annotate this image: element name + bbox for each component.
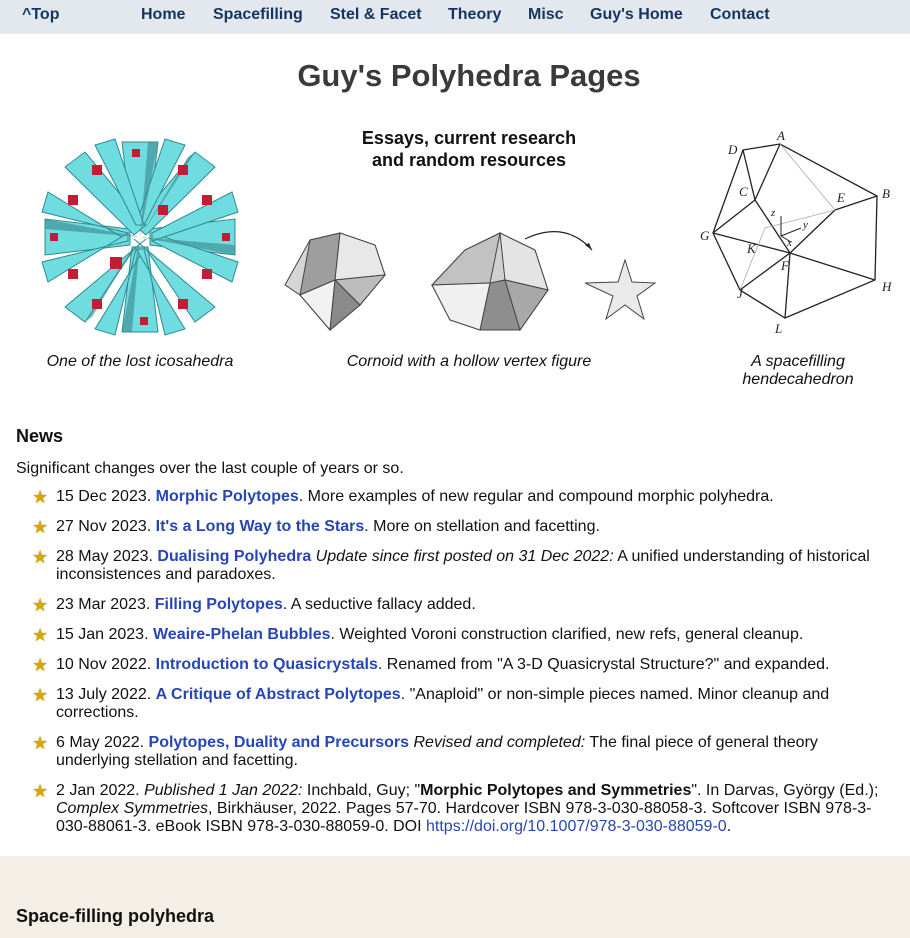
news-item [32, 518, 892, 536]
news-text: . More on stellation and facetting. [364, 518, 600, 535]
star-icon: ★ [32, 547, 49, 567]
star-icon: ★ [32, 487, 49, 507]
news-note: Update since first posted on 31 Dec 2022: [315, 548, 614, 565]
news-text: . More examples of new regular and compound morphic polyhedra. [298, 488, 774, 505]
news-text: . A seductive fallacy added. [282, 596, 476, 613]
news-text: . "Anaploid" or non-simple pieces named. Minor cleanup and corrections. [56, 686, 830, 721]
news-item [32, 734, 892, 770]
right-caption-line-1: A spacefilling [751, 353, 845, 370]
pub-authors: Inchbald, Guy; " [302, 782, 421, 799]
news-link-dualising-polyhedra[interactable]: Dualising Polyhedra [157, 548, 312, 565]
pub-mid: ". In Darvas, György (Ed.); [691, 782, 879, 799]
lost-icosahedron-image [40, 135, 240, 340]
news-link-long-way-to-stars[interactable]: It's a Long Way to the Stars [155, 518, 365, 535]
pub-note: Published 1 Jan 2022: [144, 782, 303, 799]
nav-misc-link[interactable]: Misc [528, 6, 564, 23]
label-b: B [882, 186, 890, 201]
label-f: F [781, 258, 789, 273]
label-x: x [787, 237, 792, 249]
label-a: A [777, 128, 785, 143]
hendecahedron-image [695, 128, 900, 338]
news-link-morphic-polytopes[interactable]: Morphic Polytopes [155, 488, 299, 505]
nav-theory-link[interactable]: Theory [448, 6, 502, 23]
label-g: G [700, 228, 710, 243]
star-icon: ★ [32, 595, 49, 615]
subtitle-line-2: and random resources [371, 150, 567, 170]
news-text: A unified understanding of historical inconsistences and paradoxes. [56, 548, 870, 583]
nav-stel-facet-link[interactable]: Stel & Facet [330, 6, 422, 23]
nav-spacefilling-link[interactable]: Spacefilling [213, 6, 303, 23]
news-item [32, 656, 892, 674]
news-date: 27 Nov 2023. [56, 518, 152, 535]
right-caption-line-2: hendecahedron [742, 371, 854, 388]
label-l: L [775, 321, 783, 336]
star-icon: ★ [32, 517, 49, 537]
page-title: Guy's Polyhedra Pages [297, 58, 641, 93]
news-text: The final piece of general theory underlying stellation and facetting. [56, 734, 818, 769]
label-y: y [803, 219, 808, 231]
pub-book: Complex Symmetries [56, 800, 209, 817]
news-link-quasicrystals[interactable]: Introduction to Quasicrystals [155, 656, 378, 673]
center-figure-caption: Cornoid with a hollow vertex figure [346, 353, 592, 370]
news-item [32, 596, 892, 614]
news-date: 15 Dec 2023. [56, 488, 152, 505]
news-list [32, 488, 892, 848]
nav-top-link[interactable]: ^Top [22, 6, 60, 23]
label-c: C [739, 184, 748, 199]
cornoid-image [280, 225, 660, 335]
label-j: J [737, 286, 743, 301]
pub-end: . [726, 818, 732, 835]
news-item [32, 686, 892, 722]
left-figure-caption: One of the lost icosahedra [46, 353, 234, 370]
news-text: . Weighted Voroni construction clarified, new refs, general cleanup. [330, 626, 804, 643]
spacefilling-heading: Space-filling polyhedra [16, 906, 215, 926]
news-intro: Significant changes over the last couple of years or so. [16, 460, 404, 477]
label-z: z [771, 207, 776, 219]
news-date: 23 Mar 2023. [56, 596, 151, 613]
label-d: D [728, 142, 738, 157]
news-text: . Renamed from "A 3-D Quasicrystal Structure?" and expanded. [377, 656, 830, 673]
subtitle-line-1: Essays, current research [361, 128, 577, 148]
pub-title: Morphic Polytopes and Symmetries [420, 782, 692, 799]
page-subtitle [300, 127, 638, 171]
news-date: 15 Jan 2023. [56, 626, 149, 643]
nav-guys-home-link[interactable]: Guy's Home [590, 6, 683, 23]
news-link-weaire-phelan[interactable]: Weaire-Phelan Bubbles [152, 626, 331, 643]
news-link-filling-polytopes[interactable]: Filling Polytopes [154, 596, 283, 613]
nav-home-link[interactable]: Home [141, 6, 186, 23]
label-h: H [882, 279, 892, 294]
news-date: 13 July 2022. [56, 686, 152, 703]
news-heading: News [16, 426, 64, 446]
star-icon: ★ [32, 781, 49, 801]
news-link-duality-precursors[interactable]: Polytopes, Duality and Precursors [148, 734, 410, 751]
news-link-abstract-polytopes[interactable]: A Critique of Abstract Polytopes [155, 686, 401, 703]
top-nav [0, 0, 910, 34]
news-date: 10 Nov 2022. [56, 656, 152, 673]
star-icon: ★ [32, 733, 49, 753]
star-icon: ★ [32, 685, 49, 705]
news-item-publication [32, 782, 892, 836]
star-icon: ★ [32, 655, 49, 675]
news-item [32, 626, 892, 644]
pub-doi-link[interactable]: https://doi.org/10.1007/978-3-030-88059-0 [426, 818, 727, 835]
news-date: 28 May 2023. [56, 548, 153, 565]
news-item [32, 548, 892, 584]
news-item [32, 488, 892, 506]
star-icon: ★ [32, 625, 49, 645]
right-figure-caption [700, 353, 896, 389]
label-k: K [747, 241, 756, 256]
label-e: E [837, 190, 845, 205]
news-date: 2 Jan 2022. [56, 782, 140, 799]
news-note: Revised and completed: [413, 734, 586, 751]
nav-contact-link[interactable]: Contact [710, 6, 770, 23]
news-date: 6 May 2022. [56, 734, 145, 751]
pub-details: , Birkhäuser, 2022. Pages 57-70. Hardcover ISBN 978-3-030-88058-3. Softcover ISBN 978-3-030-88061-3. eBook ISBN 978-3-030-88059-0. DOI [56, 800, 872, 835]
